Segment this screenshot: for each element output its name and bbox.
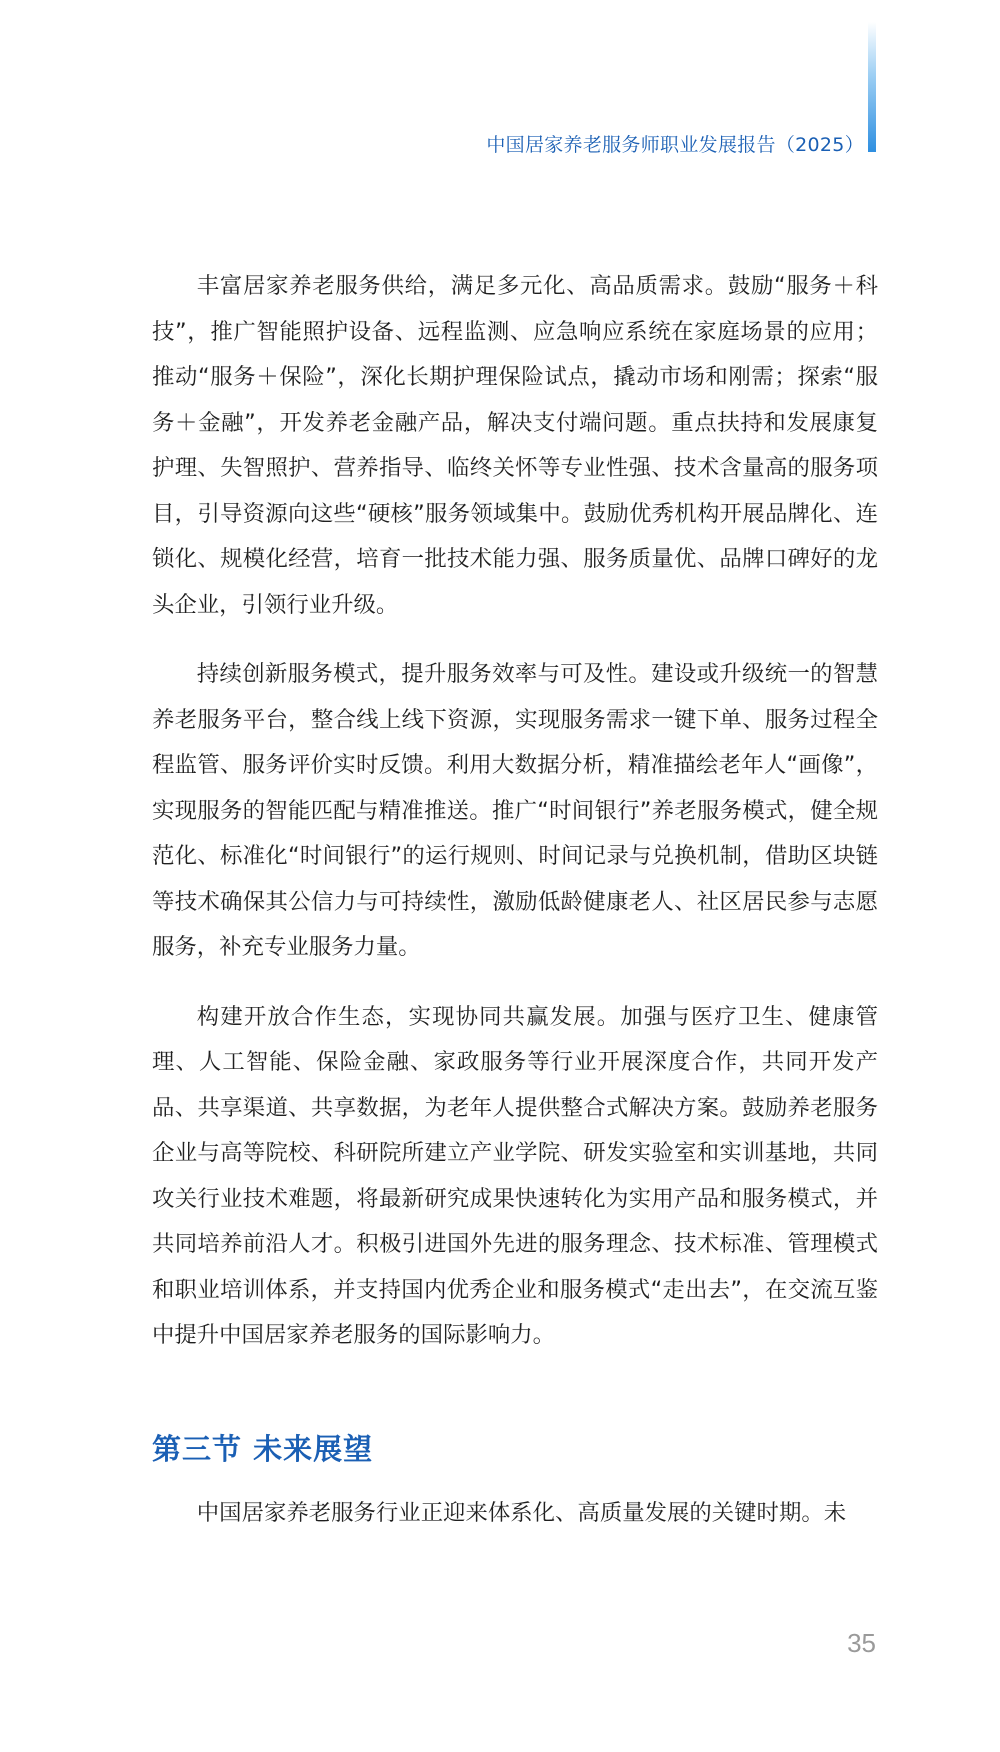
page-body xyxy=(152,264,878,1560)
paragraph-service-model: 持续创新服务模式，提升服务效率与可及性。建设或升级统一的智慧养老服务平台，整合线上线下资源，实现服务需求一键下单、服务过程全程监管、服务评价实时反馈。利用大数据分析，精准描绘老年人“画像”，实现服务的智能匹配与精准推送。推广“时间银行”养老服务模式，健全规范化、标准化“时间银行”的运行规则、时间记录与兑换机制，借助区块链等技术确保其公信力与可持续性，激励低龄健康老人、社区居民参与志愿服务，补充专业服务力量。 xyxy=(152,661,878,960)
paragraph-section-intro: 中国居家养老服务行业正迎来体系化、高质量发展的关键时期。未 xyxy=(196,1499,847,1526)
section-heading: 第三节 未来展望 xyxy=(152,1431,374,1466)
header-accent-bar xyxy=(868,22,876,152)
running-header-title: 中国居家养老服务师职业发展报告（2025） xyxy=(486,134,864,156)
paragraph-service-supply: 丰富居家养老服务供给，满足多元化、高品质需求。鼓励“服务＋科技”，推广智能照护设备、远程监测、应急响应系统在家庭场景的应用；推动“服务＋保险”，深化长期护理保险试点，撬动市场和刚需；探索“服务＋金融”，开发养老金融产品，解决支付端问题。重点扶持和发展康复护理、失智照护、营养指导、临终关怀等专业性强、技术含量高的服务项目，引导资源向这些“硬核”服务领域集中。鼓励优秀机构开展品牌化、连锁化、规模化经营，培育一批技术能力强、服务质量优、品牌口碑好的龙头企业，引领行业升级。 xyxy=(152,273,878,618)
page-number: 35 xyxy=(847,1628,876,1658)
paragraph-open-cooperation: 构建开放合作生态，实现协同共赢发展。加强与医疗卫生、健康管理、人工智能、保险金融、家政服务等行业开展深度合作，共同开发产品、共享渠道、共享数据，为老年人提供整合式解决方案。鼓励养老服务企业与高等院校、科研院所建立产业学院、研发实验室和实训基地，共同攻关行业技术难题，将最新研究成果快速转化为实用产品和服务模式，并共同培养前沿人才。积极引进国外先进的服务理念、技术标准、管理模式和职业培训体系，并支持国内优秀企业和服务模式“走出去”，在交流互鉴中提升中国居家养老服务的国际影响力。 xyxy=(152,1003,878,1348)
